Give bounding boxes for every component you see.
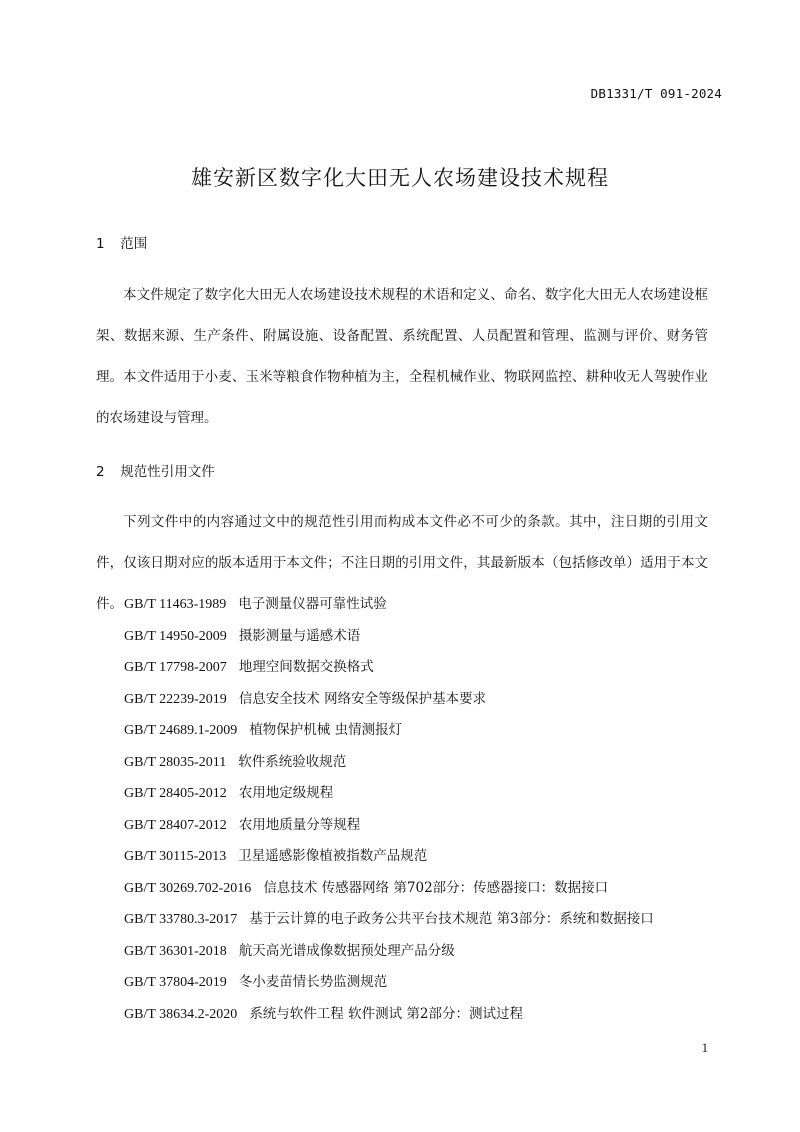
reference-item — [124, 873, 654, 905]
reference-list — [124, 589, 654, 1030]
reference-name: 农用地定级规程 — [238, 785, 334, 801]
section-heading-normative-references — [96, 460, 215, 480]
reference-name: 基于云计算的电子政务公共平台技术规范 第3部分：系统和数据接口 — [249, 911, 654, 927]
reference-name: 软件系统验收规范 — [238, 753, 347, 770]
scope-paragraph-1: 本文件规定了数字化大田无人农场建设技术规程的术语和定义、命名、数字化大田无人农场建设框架、数据来源、生产条件、附属设施、设备配置、系统配置、人员配置和管理、监测与评价、财务管理。 — [96, 287, 708, 385]
reference-name: 地理空间数据交换格式 — [238, 659, 374, 675]
reference-code: GB/T 33780.3-2017 — [124, 912, 238, 927]
reference-item — [124, 810, 654, 842]
reference-item — [124, 684, 654, 716]
reference-item — [124, 621, 654, 653]
reference-item — [124, 936, 654, 968]
reference-item — [124, 999, 654, 1031]
reference-code: GB/T 30269.702-2016 — [124, 880, 252, 896]
reference-code: GB/T 28035-2011 — [124, 754, 227, 770]
reference-item — [124, 652, 654, 684]
scope-paragraph-2: 本文件适用于小麦、玉米等粮食作物种植为主，全程机械作业、物联网监控、耕种收无人驾驶作业的农场建设与管理。 — [96, 369, 708, 426]
reference-item — [124, 715, 654, 747]
reference-code: GB/T 22239-2019 — [124, 691, 227, 707]
reference-code: GB/T 17798-2007 — [124, 660, 227, 675]
reference-code: GB/T 36301-2018 — [124, 943, 227, 959]
reference-code: GB/T 24689.1-2009 — [124, 723, 238, 738]
reference-name: 农用地质量分等规程 — [238, 816, 361, 833]
reference-name: 电子测量仪器可靠性试验 — [238, 596, 387, 612]
document-title: 雄安新区数字化大田无人农场建设技术规程 — [191, 166, 609, 190]
reference-code: GB/T 28405-2012 — [124, 786, 227, 801]
reference-name: 卫星遥感影像植被指数产品规范 — [238, 848, 428, 864]
reference-item — [124, 747, 654, 779]
document-code: DB1331/T 091-2024 — [590, 86, 722, 101]
section-title: 规范性引用文件 — [120, 464, 215, 480]
reference-name: 信息技术 传感器网络 第702部分：传感器接口：数据接口 — [263, 879, 609, 896]
section-heading-scope — [96, 232, 147, 252]
reference-name: 植物保护机械 虫情测报灯 — [249, 722, 403, 738]
reference-name: 航天高光谱成像数据预处理产品分级 — [238, 942, 455, 959]
reference-name: 冬小麦苗情长势监测规范 — [238, 974, 388, 990]
reference-name: 摄影测量与遥感术语 — [238, 627, 361, 644]
reference-code: GB/T 37804-2019 — [124, 975, 227, 990]
reference-item — [124, 778, 654, 810]
section-title: 范围 — [120, 236, 148, 252]
reference-name: 系统与软件工程 软件测试 第2部分：测试过程 — [249, 1005, 523, 1022]
reference-item — [124, 904, 654, 936]
page-number: 1 — [701, 1041, 708, 1055]
references-intro-paragraph: 下列文件中的内容通过文中的规范性引用而构成本文件必不可少的条款。其中，注日期的引用文件，仅该日期对应的版本适用于本文件；不注日期的引用文件，其最新版本（包括修改单）适用于本文件。 — [96, 514, 708, 612]
reference-item — [124, 841, 654, 873]
section-number: 2 — [96, 464, 105, 480]
reference-code: GB/T 30115-2013 — [124, 849, 227, 864]
reference-name: 信息安全技术 网络安全等级保护基本要求 — [238, 690, 487, 707]
reference-item — [124, 589, 654, 621]
reference-code: GB/T 14950-2009 — [124, 628, 227, 644]
section-number: 1 — [96, 236, 105, 252]
reference-code: GB/T 38634.2-2020 — [124, 1006, 238, 1022]
reference-code: GB/T 11463-1989 — [124, 597, 227, 612]
reference-item — [124, 967, 654, 999]
reference-code: GB/T 28407-2012 — [124, 817, 227, 833]
